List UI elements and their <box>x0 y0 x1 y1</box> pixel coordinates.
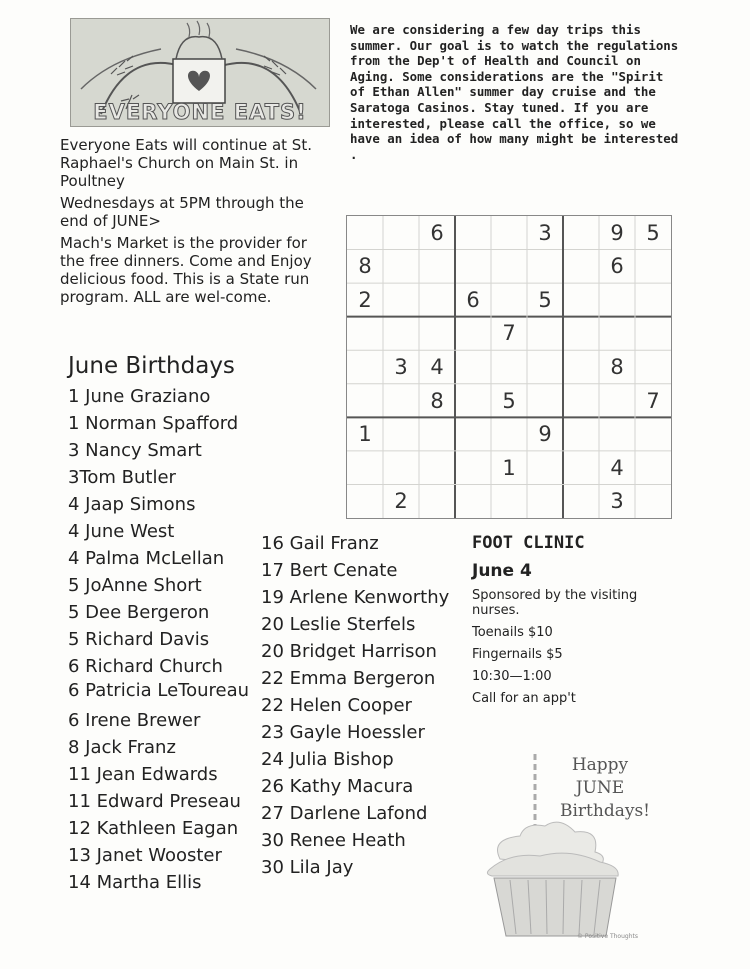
birthday-entry: 5 JoAnne Short <box>68 575 202 596</box>
birthday-entry: 4 June West <box>68 521 175 542</box>
foot-clinic-date: June 4 <box>472 561 532 581</box>
card-line-june: JUNE <box>575 778 625 798</box>
birthday-entry: 11 Jean Edwards <box>68 764 218 785</box>
birthdays-title: June Birthdays <box>68 353 235 379</box>
sudoku-cell: 7 <box>646 388 660 413</box>
card-credit: © Positive Thoughts <box>577 933 638 940</box>
birthday-entry: 8 Jack Franz <box>68 737 176 758</box>
foot-clinic-time: 10:30—1:00 <box>472 669 552 684</box>
sudoku-cell: 8 <box>358 254 372 279</box>
birthday-entry: 1 June Graziano <box>68 386 211 407</box>
birthday-entry: 20 Leslie Sterfels <box>261 614 416 635</box>
birthday-entry: 3 Nancy Smart <box>68 440 202 461</box>
birthday-entry: 27 Darlene Lafond <box>261 803 428 824</box>
birthday-entry: 23 Gayle Hoessler <box>261 722 425 743</box>
everyone-eats-logo <box>70 18 330 127</box>
sudoku-cell: 5 <box>538 287 552 312</box>
sudoku-cell: 6 <box>610 254 624 279</box>
sudoku-cell: 1 <box>502 455 516 480</box>
birthdays-column-1 <box>68 383 258 896</box>
birthday-entry: 22 Helen Cooper <box>261 695 412 716</box>
birthday-entry: 30 Lila Jay <box>261 857 354 878</box>
birthday-entry: 13 Janet Wooster <box>68 845 222 866</box>
sudoku-cell: 3 <box>610 489 624 514</box>
foot-clinic-fingernails: Fingernails $5 <box>472 647 563 662</box>
birthday-entry: 11 Edward Preseau <box>68 791 241 812</box>
card-greeting <box>560 754 651 823</box>
birthday-entry: 4 Jaap Simons <box>68 494 196 515</box>
sudoku-puzzle <box>346 215 672 519</box>
birthday-entry: 6 Patricia LeToureau <box>68 680 250 701</box>
birthday-entry: 19 Arlene Kenworthy <box>261 587 450 608</box>
sudoku-cell: 4 <box>430 354 444 379</box>
logo-title: EVERYONE EATS! <box>93 100 307 124</box>
birthday-entry: 5 Dee Bergeron <box>68 602 210 623</box>
birthday-entry: 17 Bert Cenate <box>261 560 398 581</box>
sudoku-cell: 3 <box>394 354 408 379</box>
foot-clinic-details <box>472 588 672 713</box>
birthday-entry: 1 Norman Spafford <box>68 413 239 434</box>
birthday-entry: 20 Bridget Harrison <box>261 641 437 662</box>
sudoku-cell: 3 <box>538 220 552 245</box>
foot-clinic-toenails: Toenails $10 <box>472 625 553 640</box>
birthday-entry: 5 Richard Davis <box>68 629 210 650</box>
birthday-entry: 12 Kathleen Eagan <box>68 818 239 839</box>
everyone-eats-info <box>60 136 335 310</box>
birthday-entry: 6 Richard Church <box>68 656 223 677</box>
foot-clinic-title: FOOT CLINIC <box>472 533 585 553</box>
birthday-entry: 3Tom Butler <box>68 467 176 488</box>
schedule-paragraph: Wednesdays at 5PM through the end of JUNE> <box>60 194 304 230</box>
sudoku-cell: 2 <box>394 489 408 514</box>
sudoku-cell: 4 <box>610 455 624 480</box>
birthday-entry: 26 Kathy Macura <box>261 776 414 797</box>
sudoku-cell: 2 <box>358 287 372 312</box>
sudoku-cell: 9 <box>610 220 624 245</box>
birthday-entry: 4 Palma McLellan <box>68 548 225 569</box>
sudoku-cell: 8 <box>430 388 444 413</box>
birthday-entry: 22 Emma Bergeron <box>261 668 436 689</box>
birthday-entry: 30 Renee Heath <box>261 830 406 851</box>
birthdays-column-2 <box>261 530 461 881</box>
birthday-entry: 14 Martha Ellis <box>68 872 202 893</box>
sudoku-cell: 6 <box>466 287 480 312</box>
day-trips-notice: We are considering a few day trips this summer. Our goal is to watch the regulations from the Dep't of Health and Council on Aging. Some considerations are the "Spirit of Ethan Allen" summer day cruise and the Saratoga Casinos. Stay tuned. If you are interested, please call the office, so we have an idea of how many might be interested . <box>350 22 679 162</box>
sudoku-cell: 5 <box>646 220 660 245</box>
foot-clinic-call: Call for an app't <box>472 691 576 706</box>
card-line-birthdays: Birthdays! <box>560 801 651 821</box>
sudoku-cell: 5 <box>502 388 516 413</box>
birthday-entry: 24 Julia Bishop <box>261 749 394 770</box>
sudoku-cell: 1 <box>358 422 372 447</box>
card-line-happy: Happy <box>571 755 629 775</box>
sudoku-cell: 9 <box>538 422 552 447</box>
birthday-entry: 16 Gail Franz <box>261 533 379 554</box>
sudoku-cell: 6 <box>430 220 444 245</box>
foot-clinic-sponsor: Sponsored by the visiting nurses. <box>472 588 638 618</box>
birthday-cupcake-card <box>480 744 651 942</box>
provider-paragraph: Mach's Market is the provider for the free dinners. Come and Enjoy delicious food. This is a State run program. ALL are wel-come. <box>60 234 312 306</box>
sudoku-cell: 8 <box>610 354 624 379</box>
sudoku-cell: 7 <box>502 321 516 346</box>
location-paragraph: Everyone Eats will continue at St. Raphael's Church on Main St. in Poultney <box>60 136 312 190</box>
birthday-entry: 6 Irene Brewer <box>68 710 201 731</box>
